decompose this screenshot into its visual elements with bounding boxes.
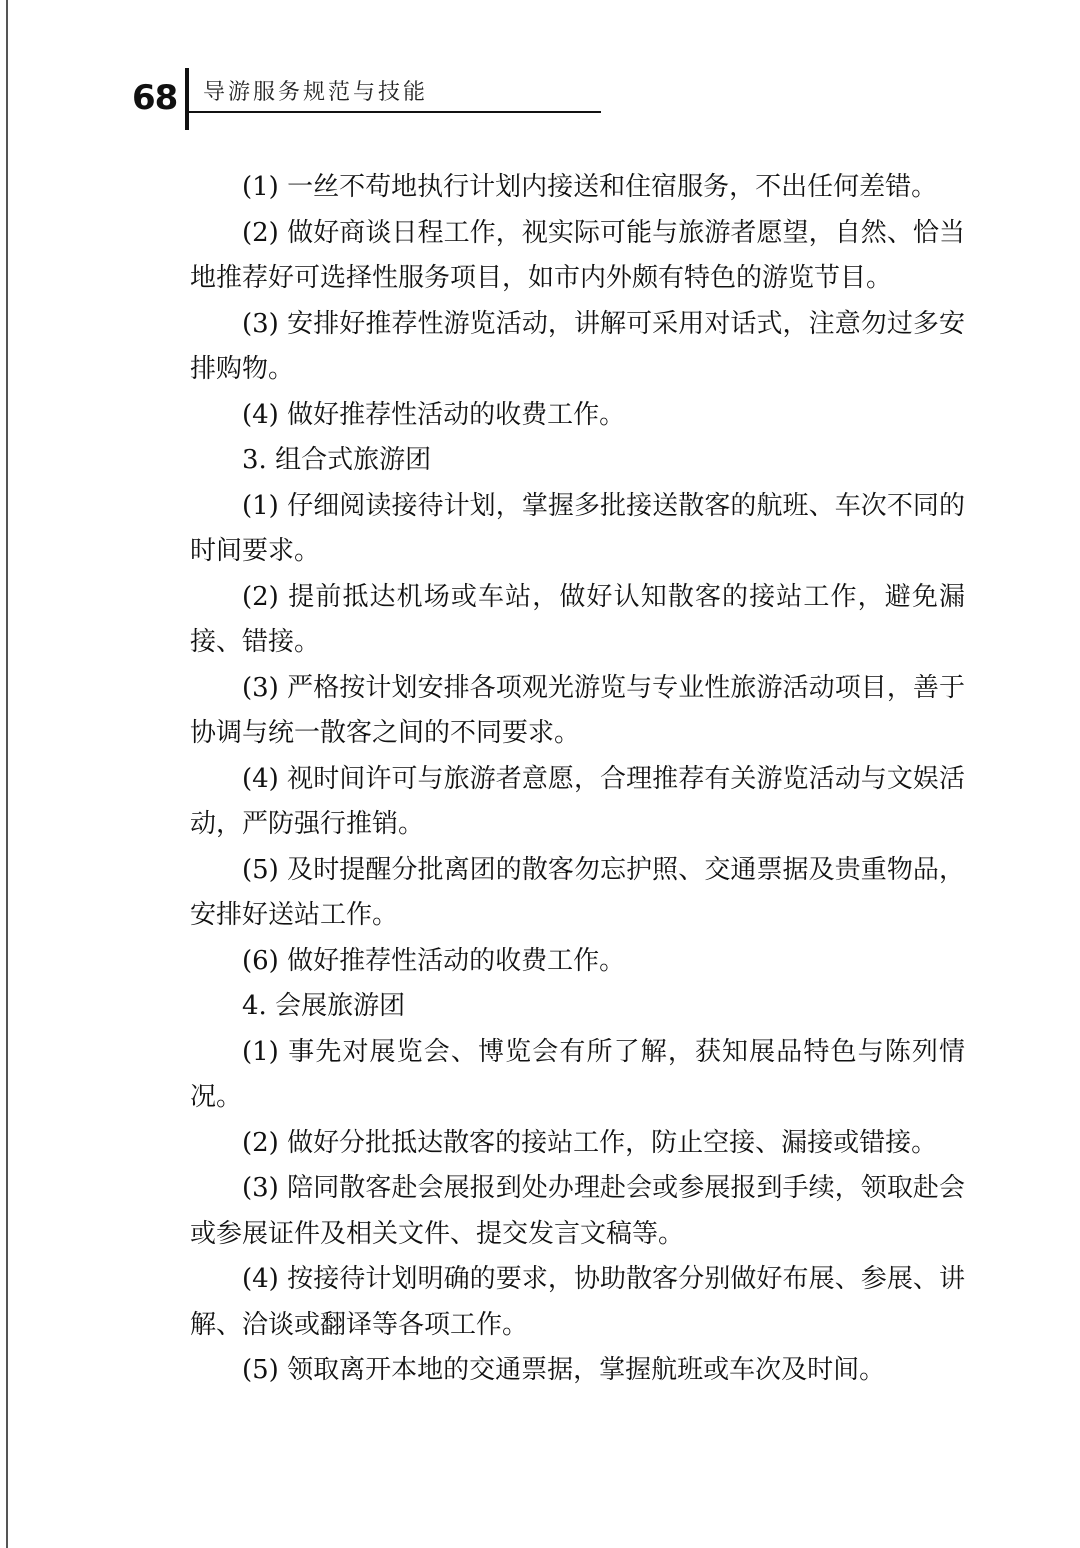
section-heading: 3. 组合式旅游团 [242,445,432,475]
paragraph: (4) 按接待计划明确的要求，协助散客分别做好布展、参展、讲解、洽谈或翻译等各项工作。 [190,1264,965,1340]
paragraph: (5) 及时提醒分批离团的散客勿忘护照、交通票据及贵重物品，安排好送站工作。 [190,854,965,930]
paragraph: (1) 仔细阅读接待计划，掌握多批接送散客的航班、车次不同的时间要求。 [190,490,965,566]
header-underline [185,111,601,113]
page-body [190,165,965,1394]
paragraph: (1) 事先对展览会、博览会有所了解，获知展品特色与陈列情况。 [190,1036,965,1112]
running-header-title: 导游服务规范与技能 [203,80,429,105]
paragraph: (4) 视时间许可与旅游者意愿，合理推荐有关游览活动与文娱活动，严防强行推销。 [190,763,965,839]
paragraph: (6) 做好推荐性活动的收费工作。 [242,945,626,976]
paragraph: (3) 陪同散客赴会展报到处办理赴会或参展报到手续，领取赴会或参展证件及相关文件、提交发言文稿等。 [190,1173,965,1249]
section-heading: 4. 会展旅游团 [242,991,406,1021]
paragraph: (2) 做好商谈日程工作，视实际可能与旅游者愿望，自然、恰当地推荐好可选择性服务项目，如市内外颇有特色的游览节目。 [190,217,965,293]
paragraph: (3) 严格按计划安排各项观光游览与专业性旅游活动项目，善于协调与统一散客之间的不同要求。 [190,672,965,748]
paragraph: (5) 领取离开本地的交通票据，掌握航班或车次及时间。 [242,1355,886,1385]
paragraph: (4) 做好推荐性活动的收费工作。 [242,399,626,430]
paragraph: (2) 提前抵达机场或车站，做好认知散客的接站工作，避免漏接、错接。 [190,581,965,657]
page-header [0,0,1080,140]
paragraph: (2) 做好分批抵达散客的接站工作，防止空接、漏接或错接。 [242,1127,938,1158]
paragraph: (3) 安排好推荐性游览活动，讲解可采用对话式，注意勿过多安排购物。 [190,308,965,384]
page-number: 68 [132,78,178,118]
page-left-border [6,0,8,1548]
header-divider-bar [185,68,189,130]
paragraph: (1) 一丝不苟地执行计划内接送和住宿服务，不出任何差错。 [242,172,938,202]
